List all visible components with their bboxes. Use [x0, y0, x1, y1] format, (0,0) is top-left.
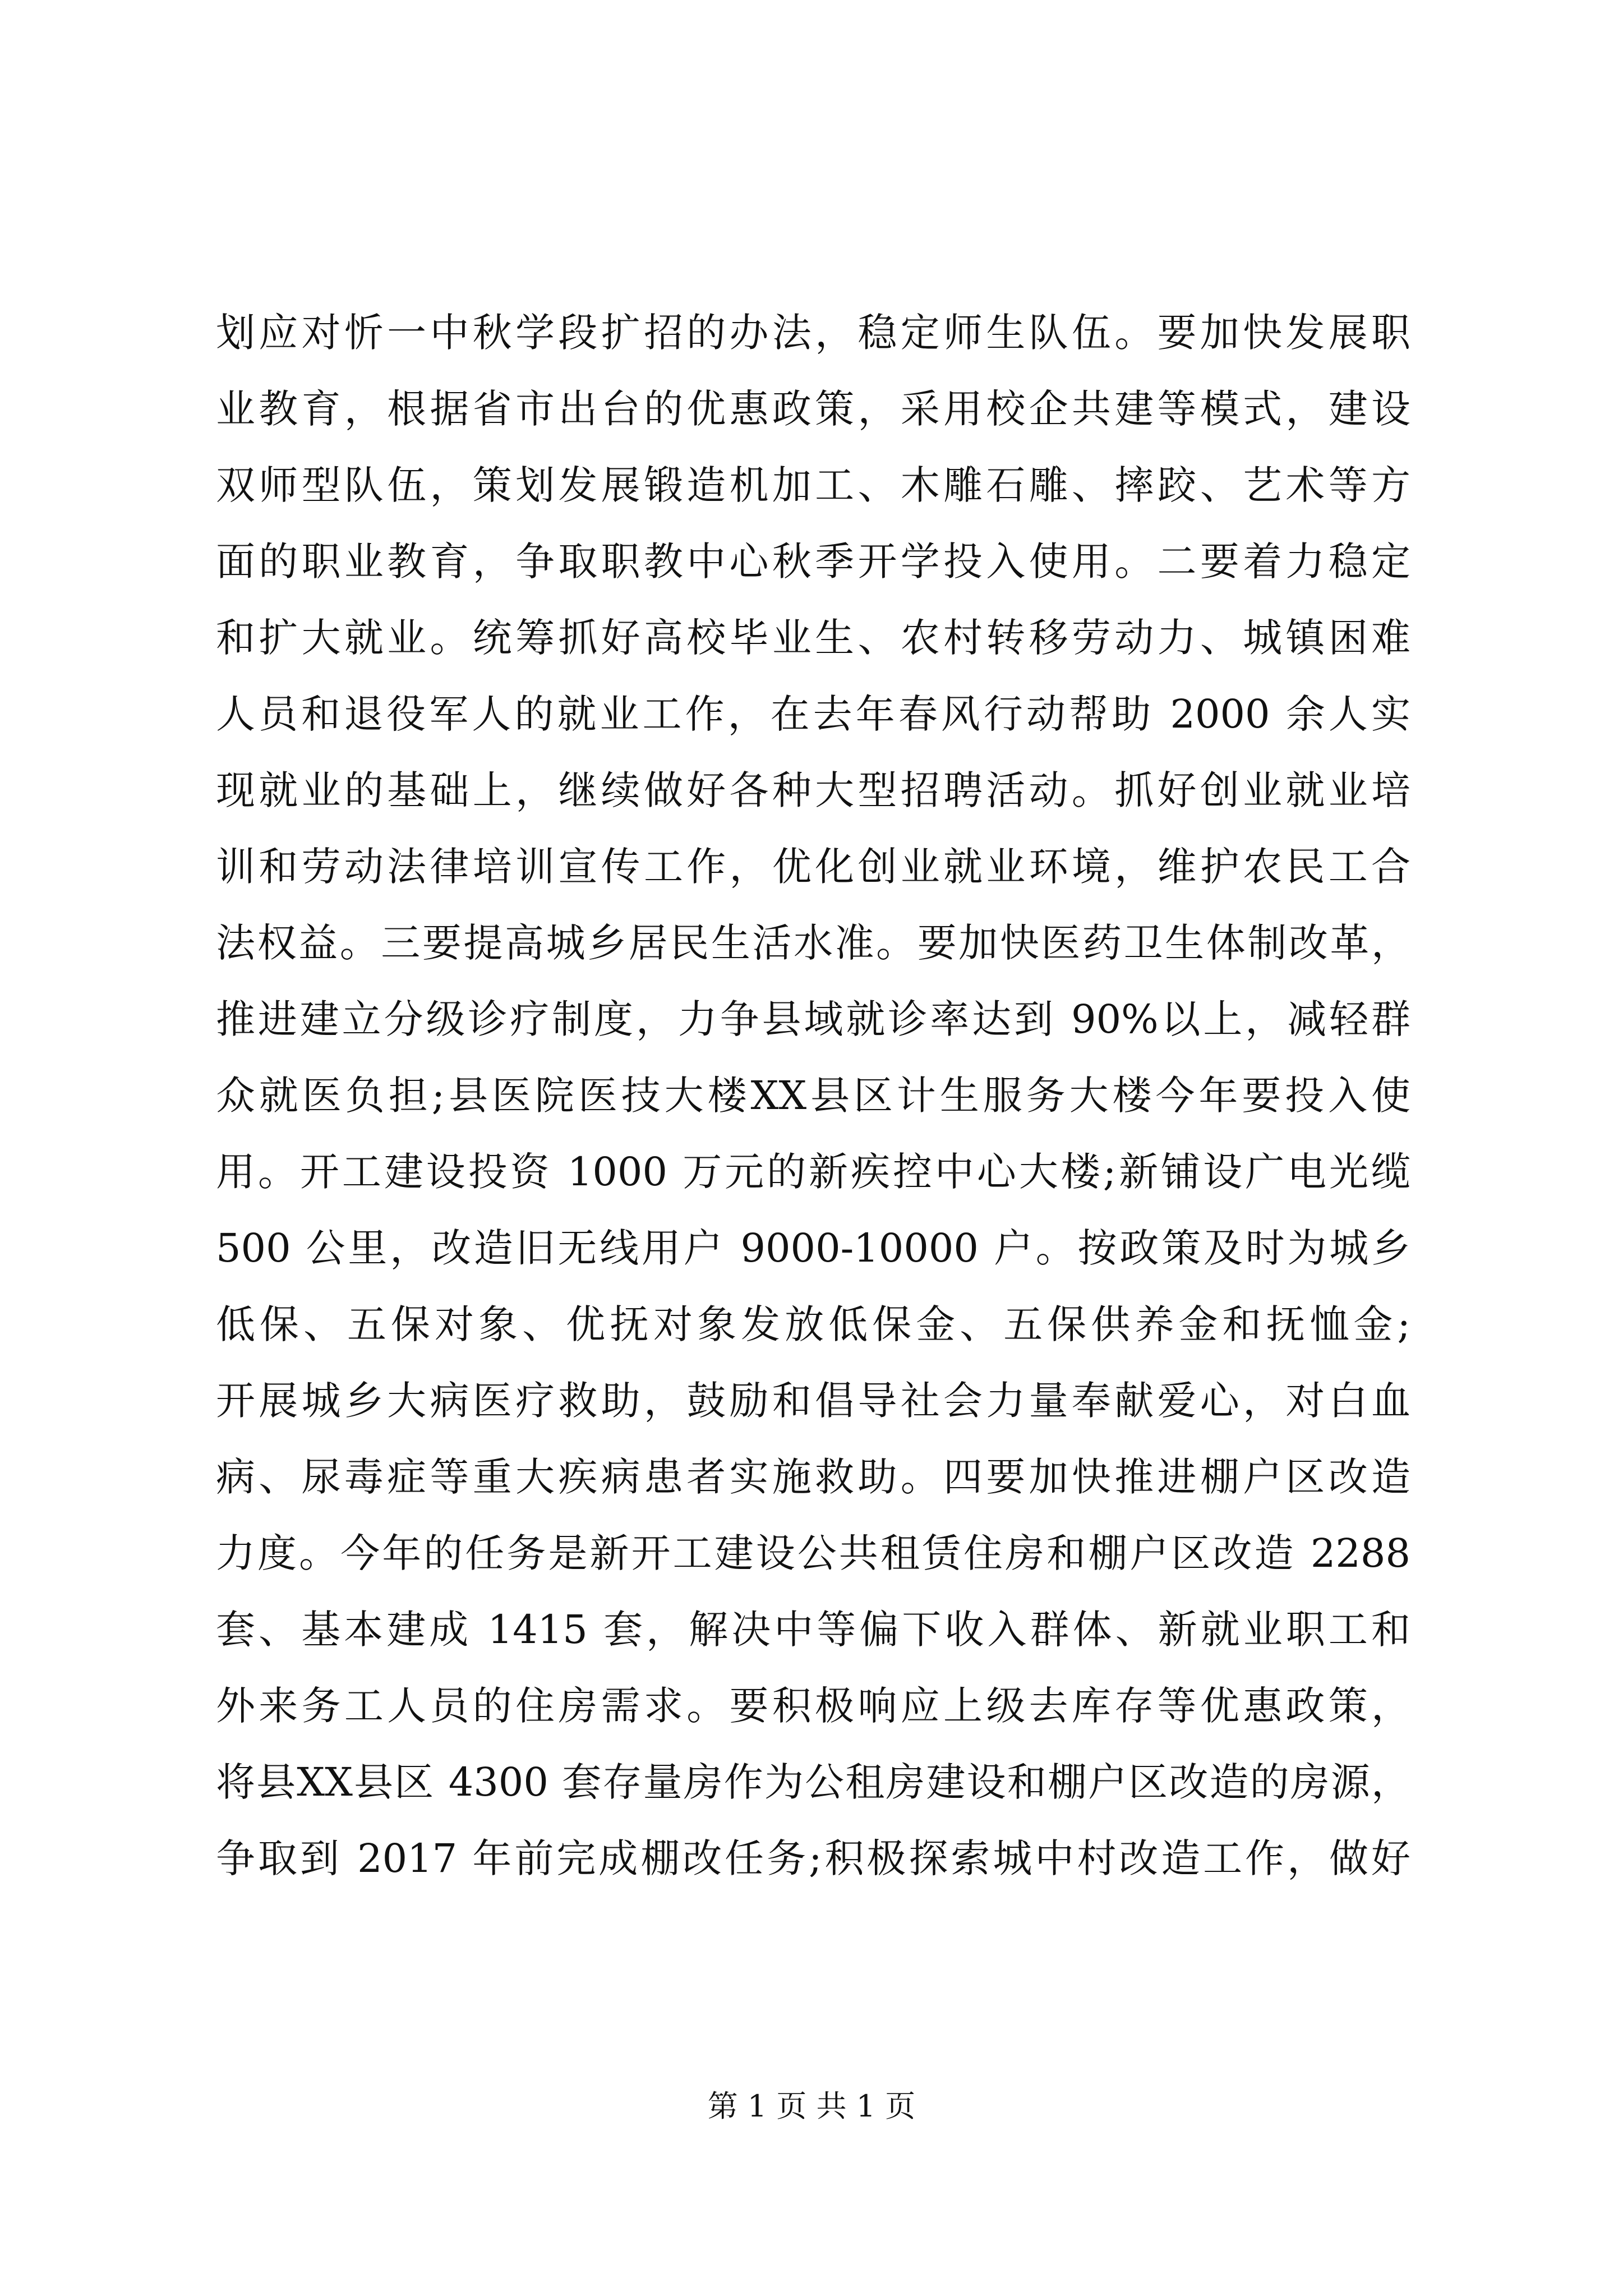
text-line: 病、尿毒症等重大疾病患者实施救助。四要加快推进棚户区改造	[216, 1454, 1410, 1500]
text-line: 众就医负担;县医院医技大楼XX县区计生服务大楼今年要投入使	[216, 1073, 1410, 1119]
text-line: 推进建立分级诊疗制度，力争县域就诊率达到 90%以上，减轻群	[216, 996, 1410, 1042]
body-paragraph	[216, 295, 1410, 1897]
text-line: 法权益。三要提高城乡居民生活水准。要加快医药卫生体制改革，	[216, 920, 1410, 966]
text-line: 外来务工人员的住房需求。要积极响应上级去库存等优惠政策，	[216, 1683, 1410, 1729]
text-line: 500 公里，改造旧无线用户 9000-10000 户。按政策及时为城乡	[216, 1225, 1410, 1271]
text-line: 和扩大就业。统筹抓好高校毕业生、农村转移劳动力、城镇困难	[216, 615, 1410, 661]
text-line: 面的职业教育，争取职教中心秋季开学投入使用。二要着力稳定	[216, 539, 1410, 585]
text-line: 划应对忻一中秋学段扩招的办法，稳定师生队伍。要加快发展职	[216, 310, 1410, 356]
text-line: 现就业的基础上，继续做好各种大型招聘活动。抓好创业就业培	[216, 767, 1410, 813]
text-line: 训和劳动法律培训宣传工作，优化创业就业环境，维护农民工合	[216, 844, 1410, 890]
text-line: 用。开工建设投资 1000 万元的新疾控中心大楼;新铺设广电光缆	[216, 1149, 1410, 1195]
page-number-footer: 第 1 页 共 1 页	[707, 2088, 916, 2124]
text-line: 人员和退役军人的就业工作，在去年春风行动帮助 2000 余人实	[216, 691, 1410, 737]
text-line: 力度。今年的任务是新开工建设公共租赁住房和棚户区改造 2288	[216, 1530, 1410, 1576]
text-line: 争取到 2017 年前完成棚改任务;积极探索城中村改造工作，做好	[216, 1835, 1410, 1881]
text-line: 低保、五保对象、优抚对象发放低保金、五保供养金和抚恤金;	[216, 1301, 1410, 1347]
text-line: 将县XX县区 4300 套存量房作为公租房建设和棚户区改造的房源，	[216, 1759, 1410, 1805]
text-line: 开展城乡大病医疗救助，鼓励和倡导社会力量奉献爱心，对白血	[216, 1378, 1410, 1424]
text-line: 套、基本建成 1415 套，解决中等偏下收入群体、新就业职工和	[216, 1607, 1410, 1653]
text-line: 业教育，根据省市出台的优惠政策，采用校企共建等模式，建设	[216, 386, 1410, 432]
text-line: 双师型队伍，策划发展锻造机加工、木雕石雕、摔跤、艺术等方	[216, 462, 1410, 508]
